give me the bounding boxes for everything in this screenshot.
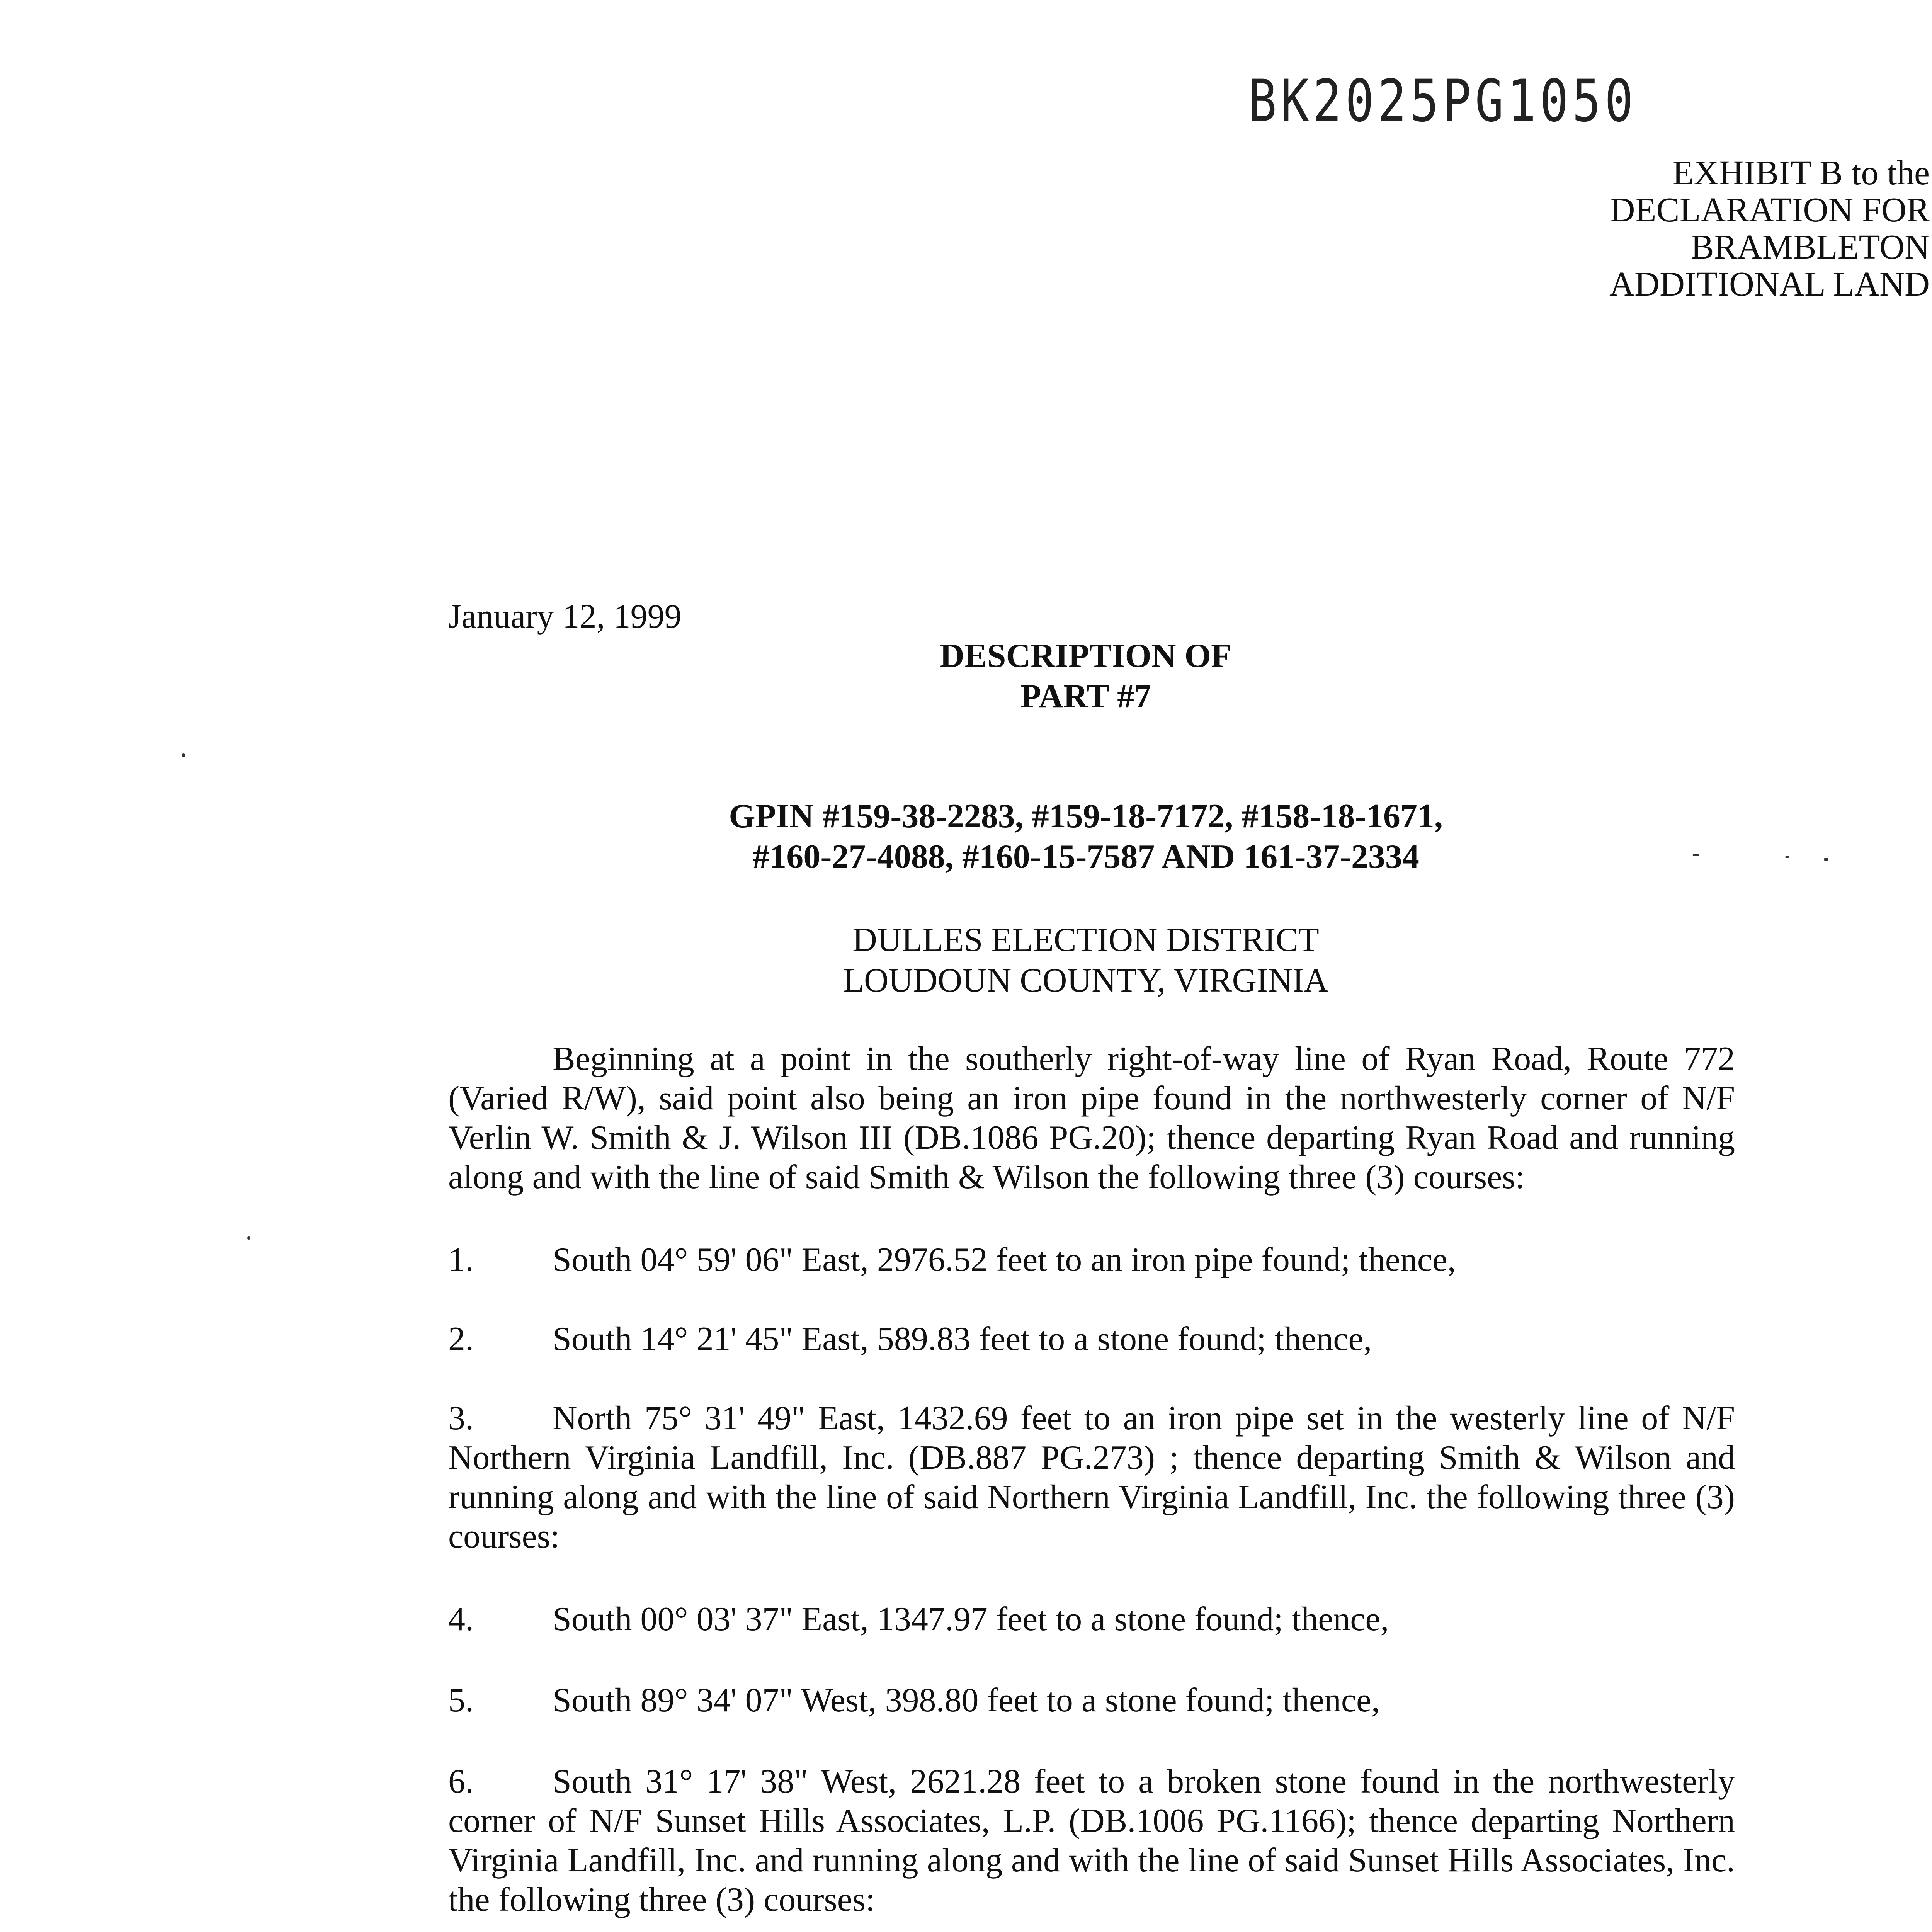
exhibit-line: BRAMBLETON	[1690, 228, 1930, 266]
course-item	[448, 1399, 1735, 1556]
course-number: 4.	[448, 1600, 474, 1638]
course-item	[448, 1320, 1735, 1359]
scan-speck	[1824, 858, 1828, 861]
gpin-line: GPIN #159-38-2283, #159-18-7172, #158-18-1671,	[729, 798, 1443, 835]
exhibit-heading	[1389, 155, 1930, 303]
course-text: North 75° 31' 49" East, 1432.69 feet to an iron pipe set in the westerly line of N/F Northern Virginia Landfill, Inc. (DB.887 PG.273) ; thence departing Smith & Wilson and running along and with the line of said Northern Virginia Landfill, Inc. the following three (3) courses:	[448, 1400, 1735, 1555]
course-text: South 04° 59' 06" East, 2976.52 feet to an iron pipe found; thence,	[553, 1241, 1456, 1279]
course-item	[448, 1762, 1735, 1920]
title-line: PART #7	[1020, 678, 1151, 715]
scan-speck	[247, 1236, 250, 1240]
course-number: 6.	[448, 1763, 474, 1800]
course-item	[448, 1600, 1735, 1639]
course-text: South 00° 03' 37" East, 1347.97 feet to a stone found; thence,	[553, 1600, 1389, 1638]
course-number: 5.	[448, 1682, 474, 1719]
scan-speck	[1692, 854, 1699, 856]
district-line: LOUDOUN COUNTY, VIRGINIA	[843, 962, 1328, 999]
course-item	[448, 1240, 1735, 1280]
book-page-stamp: BK2025PG1050	[1248, 68, 1637, 135]
title-line: DESCRIPTION OF	[940, 637, 1232, 675]
exhibit-line: DECLARATION FOR	[1610, 191, 1930, 229]
exhibit-line: ADDITIONAL LAND	[1609, 265, 1930, 303]
course-number: 2.	[448, 1320, 474, 1358]
course-text: South 14° 21' 45" East, 589.83 feet to a stone found; thence,	[553, 1320, 1372, 1358]
scan-speck	[1785, 856, 1789, 858]
scan-speck	[182, 753, 185, 757]
course-number: 3.	[448, 1400, 474, 1437]
gpin-line: #160-27-4088, #160-15-7587 AND 161-37-2334	[752, 838, 1419, 876]
course-number: 1.	[448, 1241, 474, 1279]
district-line: DULLES ELECTION DISTRICT	[852, 921, 1319, 959]
intro-paragraph: Beginning at a point in the southerly right-of-way line of Ryan Road, Route 772 (Varied R/W), said point also being an iron pipe found in the northwesterly corner of N/F Verlin W. Smith & J. Wilson III (DB.1086 PG.20); thence departing Ryan Road and running along and with the line of said Smith & Wilson the following three (3) courses:	[448, 1040, 1735, 1196]
course-text: South 89° 34' 07" West, 398.80 feet to a stone found; thence,	[553, 1682, 1380, 1719]
document-date: January 12, 1999	[448, 598, 682, 635]
exhibit-line: EXHIBIT B to the	[1672, 154, 1930, 192]
course-item	[448, 1681, 1735, 1720]
course-text: South 31° 17' 38" West, 2621.28 feet to a broken stone found in the northwesterly corner of N/F Sunset Hills Associates, L.P. (DB.1006 PG.1166); thence departing Northern Virginia Landfill, Inc. and running along and with the line of said Sunset Hills Associates, Inc. the following three (3) courses:	[448, 1763, 1735, 1918]
